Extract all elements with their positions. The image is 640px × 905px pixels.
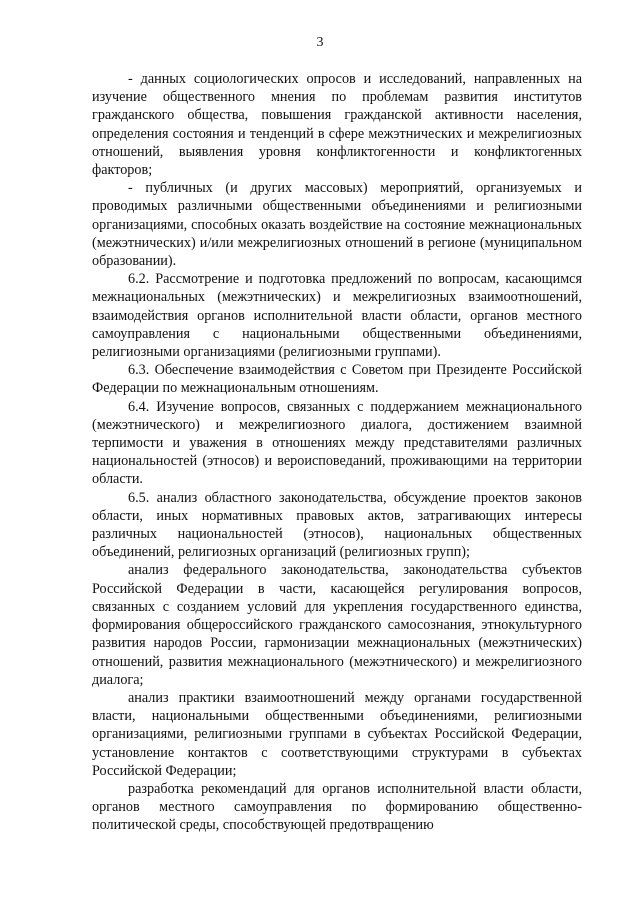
paragraph-6-3: 6.3. Обеспечение взаимодействия с Советом при Президенте Российской Федерации по межнациональным отношениям. [92, 362, 582, 397]
paragraph-public-events: - публичных (и других массовых) мероприятий, организуемых и проводимых различными общественными объединениями и религиозными организациями, способных оказать воздействие на состояние межнациональных (межэтнических) и/или межрелигиозных отношений в регионе (муниципальном образовании). [92, 180, 582, 270]
paragraph-6-2: 6.2. Рассмотрение и подготовка предложений по вопросам, касающимся межнациональных (межэтнических) и межрелигиозных взаимоотношений, взаимодействия органов исполнительной власти области, органов местного самоуправления с национальными общественными объединениями, религиозными организациями (религиозными группами). [92, 271, 582, 361]
document-body [92, 70, 582, 835]
paragraph-6-5: 6.5. анализ областного законодательства, обсуждение проектов законов области, иных нормативных правовых актов, затрагивающих интересы различных национальностей (этносов), национальных общественных объединений, религиозных организаций (религиозных групп); [92, 489, 582, 561]
paragraph-practice-analysis: анализ практики взаимоотношений между органами государственной власти, национальными общественными объединениями, религиозными организациями, религиозными группами в субъектах Российской Федерации, установление контактов с соответствующими структурами в субъектах Российской Федерации; [92, 689, 582, 779]
page-number: 3 [316, 35, 324, 50]
paragraph-6-4: 6.4. Изучение вопросов, связанных с поддержанием межнационального (межэтнического) и межрелигиозного диалога, достижением взаимной терпимости и уважения в отношениях между представителями различных национальностей (этносов) и вероисповеданий, проживающими на территории области. [92, 398, 582, 488]
paragraph-recommendations: разработка рекомендаций для органов исполнительной власти области, органов местного самоуправления по формированию общественно-политической среды, способствующей предотвращению [92, 780, 582, 834]
paragraph-sociological-data: - данных социологических опросов и исследований, направленных на изучение общественного мнения по проблемам развития институтов гражданского общества, повышения гражданской активности населения, определения состояния и тенденций в сфере межэтнических и межрелигиозных отношений, выявления уровня конфликтогенности и конфликтогенных факторов; [92, 71, 582, 179]
paragraph-federal-legislation: анализ федерального законодательства, законодательства субъектов Российской Федерации в части, касающейся регулирования вопросов, связанных с созданием условий для укрепления государственного единства, формирования общероссийского гражданского самосознания, этнокультурного развития народов России, гармонизации межнациональных (межэтнических) отношений, развития межнационального (межэтнического) и межрелигиозного диалога; [92, 562, 582, 688]
